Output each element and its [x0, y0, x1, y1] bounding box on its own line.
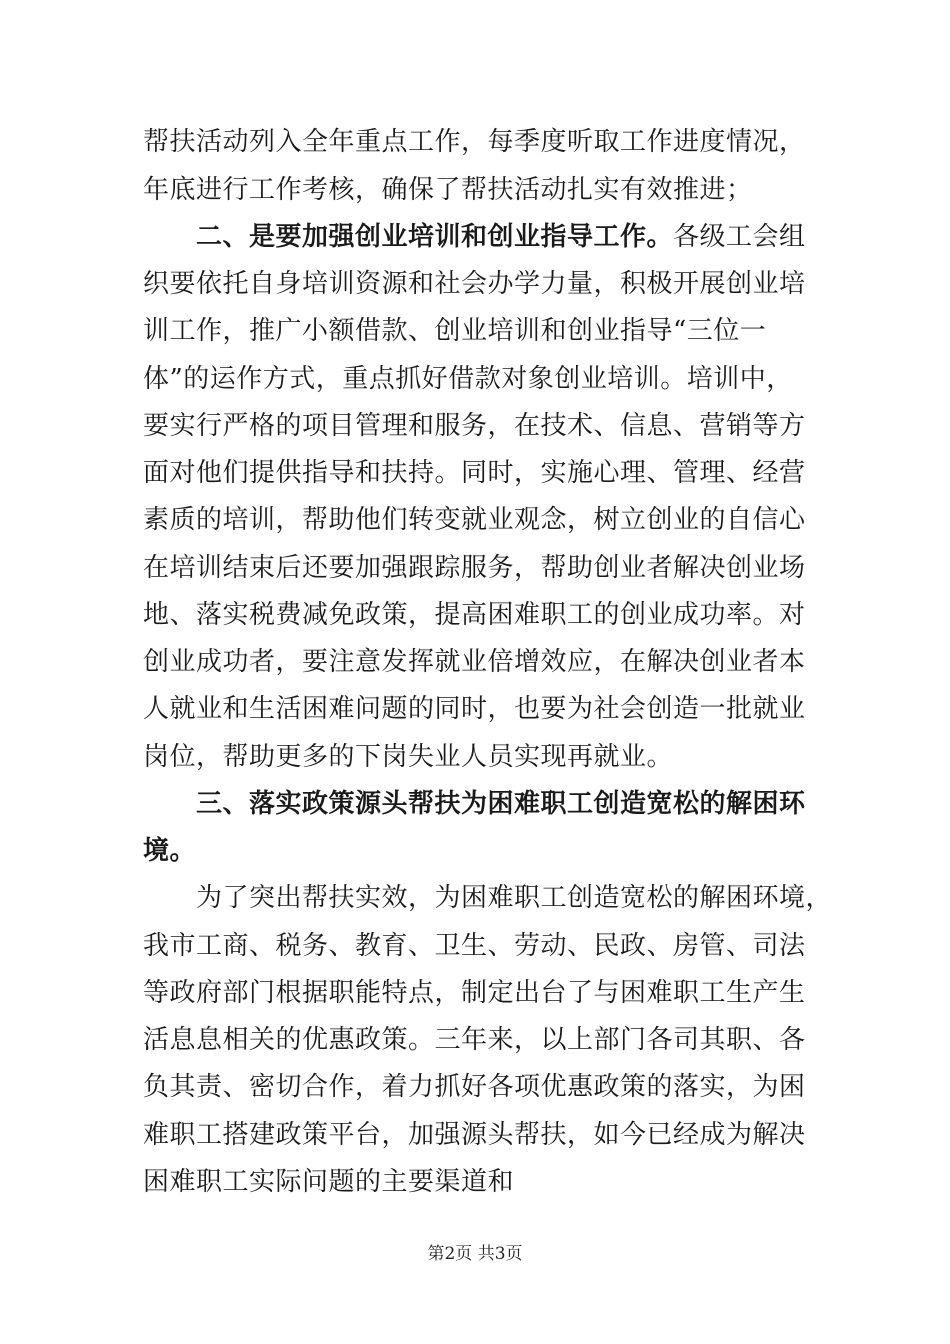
body-text-line: 活息息相关的优惠政策。三年来，以上部门各司其职、各 [143, 1025, 806, 1055]
section-heading-line [196, 222, 806, 252]
body-text-line: 体”的运作方式，重点抓好借款对象创业培训。培训中， [143, 364, 793, 394]
body-text-line: 织要依托自身培训资源和社会办学力量，积极开展创业培 [143, 269, 806, 299]
body-text-line: 创业成功者，要注意发挥就业倍增效应，在解决创业者本 [143, 647, 806, 677]
body-text-line: 帮扶活动列入全年重点工作，每季度听取工作进度情况， [143, 127, 806, 157]
body-text-line: 训工作，推广小额借款、创业培训和创业指导“三位一 [143, 316, 767, 346]
body-text-line: 等政府部门根据职能特点，制定出台了与困难职工生产生 [143, 978, 806, 1008]
body-text-fragment: 各级工会组 [673, 222, 806, 252]
body-text-line: 岗位，帮助更多的下岗失业人员实现再就业。 [143, 742, 674, 772]
body-text-line: 面对他们提供指导和扶持。同时，实施心理、管理、经营 [143, 458, 806, 488]
body-text-line: 要实行严格的项目管理和服务，在技术、信息、营销等方 [143, 411, 806, 441]
body-text-line: 困难职工实际问题的主要渠道和 [143, 1167, 515, 1197]
body-text-line: 负其责、密切合作，着力抓好各项优惠政策的落实，为困 [143, 1072, 806, 1102]
section-heading-three-cont: 境。 [143, 836, 197, 866]
page-indicator: 第2页 共3页 [427, 1244, 523, 1264]
body-text-line: 难职工搭建政策平台，加强源头帮扶，如今已经成为解决 [143, 1120, 806, 1150]
section-heading-three: 三、落实政策源头帮扶为困难职工创造宽松的解困环 [196, 789, 806, 819]
body-text-line: 人就业和生活困难问题的同时，也要为社会创造一批就业 [143, 694, 806, 724]
body-text-line: 我市工商、税务、教育、卫生、劳动、民政、房管、司法 [143, 931, 806, 961]
body-text-line: 在培训结束后还要加强跟踪服务，帮助创业者解决创业场 [143, 553, 806, 583]
body-text-line: 地、落实税费减免政策，提高困难职工的创业成功率。对 [143, 600, 806, 630]
body-text-line: 为了突出帮扶实效，为困难职工创造宽松的解困环境， [196, 883, 833, 913]
section-heading-two: 二、是要加强创业培训和创业指导工作。 [196, 222, 674, 252]
body-text-line: 素质的培训，帮助他们转变就业观念，树立创业的自信心 [143, 505, 806, 535]
body-text-line: 年底进行工作考核，确保了帮扶活动扎实有效推进； [143, 175, 753, 205]
